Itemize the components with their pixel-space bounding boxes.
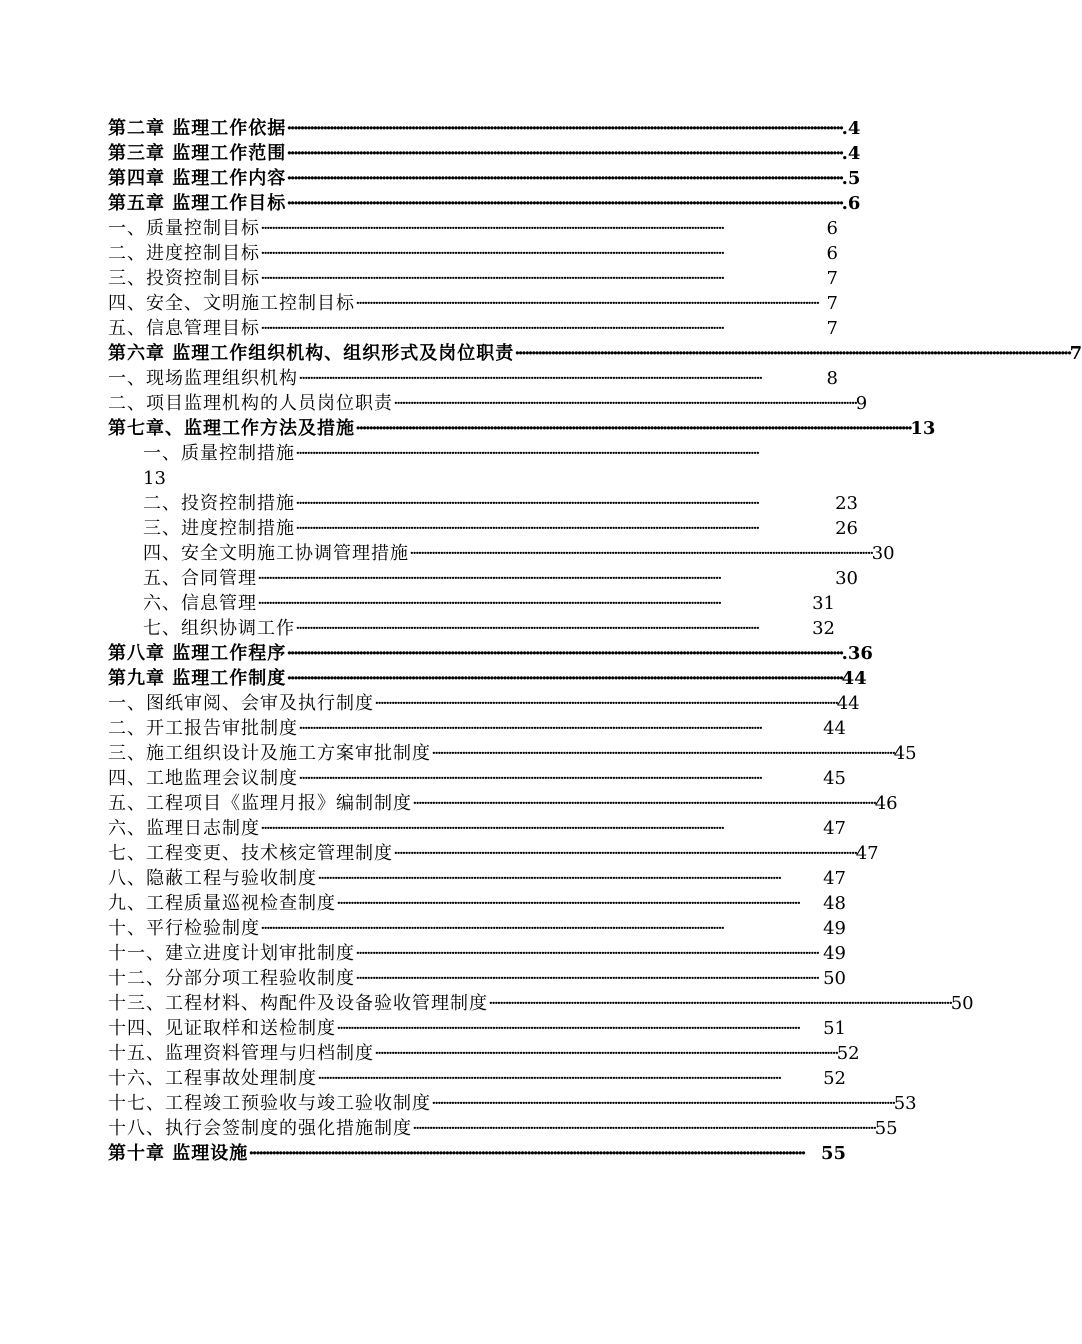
entry-page: .36 <box>841 643 873 664</box>
dot-leader: ·········································································································································································· <box>286 118 842 139</box>
entry-page: .5 <box>841 168 861 189</box>
entry-page: 50 <box>950 993 974 1014</box>
dot-leader: ·········································································································································································· <box>286 643 842 664</box>
toc-entry-section[interactable] <box>108 691 860 716</box>
entry-page: 45 <box>893 743 917 764</box>
entry-title: 一、图纸审阅、会审及执行制度 <box>108 693 374 714</box>
dot-leader: ·········································································································································································· <box>260 218 723 239</box>
entry-page: 52 <box>836 1043 860 1064</box>
entry-title: 十一、建立进度计划审批制度 <box>108 943 355 964</box>
entry-page: 52 <box>823 1068 846 1089</box>
entry-title: 一、现场监理组织机构 <box>108 368 298 389</box>
toc-entry-section[interactable] <box>108 916 846 941</box>
dot-leader: ·········································································································································································· <box>260 243 723 264</box>
entry-title: 三、施工组织设计及施工方案审批制度 <box>108 743 431 764</box>
toc-entry-section[interactable] <box>143 566 858 591</box>
toc-entry-chapter-6[interactable] <box>108 341 1082 366</box>
toc-entry-section[interactable] <box>108 891 846 916</box>
dot-leader: ·········································································································································································· <box>286 143 842 164</box>
entry-page: 13 <box>910 418 936 439</box>
dot-leader: ·········································································································································································· <box>355 293 818 314</box>
entry-page: 51 <box>823 1018 846 1039</box>
toc-entry-section[interactable] <box>108 216 838 241</box>
entry-title: 第二章 监理工作依据 <box>108 118 287 139</box>
entry-page: 30 <box>871 543 895 564</box>
toc-entry-section[interactable] <box>108 241 838 266</box>
entry-page: 44 <box>823 718 846 739</box>
entry-page: 44 <box>841 668 867 689</box>
dot-leader: ·········································································································································································· <box>317 868 780 889</box>
entry-page: 49 <box>823 918 846 939</box>
entry-title: 一、质量控制措施 <box>143 443 295 464</box>
entry-page: 23 <box>835 493 858 514</box>
dot-leader: ·········································································································································································· <box>286 193 842 214</box>
entry-title: 八、隐蔽工程与验收制度 <box>108 868 317 889</box>
entry-title: 四、安全、文明施工控制目标 <box>108 293 355 314</box>
dot-leader: ·········································································································································································· <box>248 1143 804 1164</box>
entry-page: .4 <box>841 118 861 139</box>
toc-entry-section[interactable] <box>143 616 835 641</box>
dot-leader: ·········································································································································································· <box>355 418 911 439</box>
entry-page: 45 <box>823 768 846 789</box>
entry-title: 十七、工程竣工预验收与竣工验收制度 <box>108 1093 431 1114</box>
entry-page: 8 <box>826 368 838 389</box>
dot-leader: ·········································································································································································· <box>298 718 761 739</box>
entry-title: 十二、分部分项工程验收制度 <box>108 968 355 989</box>
toc-entry-section[interactable] <box>108 741 917 766</box>
entry-title: 第八章 监理工作程序 <box>108 643 287 664</box>
toc-entry-section[interactable] <box>108 1091 917 1116</box>
toc-entry-section[interactable] <box>143 441 846 466</box>
toc-entry-chapter-2[interactable] <box>108 116 861 141</box>
toc-entry-chapter-10[interactable] <box>108 1141 846 1166</box>
entry-title: 五、工程项目《监理月报》编制制度 <box>108 793 412 814</box>
dot-leader: ·········································································································································································· <box>355 968 818 989</box>
toc-entry-section[interactable] <box>108 791 898 816</box>
toc-entry-section[interactable] <box>108 716 846 741</box>
dot-leader: ·········································································································································································· <box>295 493 758 514</box>
dot-leader: ·········································································································································································· <box>260 318 723 339</box>
dot-leader: ·········································································································································································· <box>260 818 723 839</box>
entry-page: 7 <box>1069 343 1082 364</box>
entry-page: 7 <box>826 293 838 314</box>
toc-entry-chapter-3[interactable] <box>108 141 861 166</box>
entry-title: 二、投资控制措施 <box>143 493 295 514</box>
entry-page: 7 <box>826 268 838 289</box>
entry-title: 三、投资控制目标 <box>108 268 260 289</box>
entry-title: 十八、执行会签制度的强化措施制度 <box>108 1118 412 1139</box>
toc-entry-section[interactable] <box>108 966 846 991</box>
toc-entry-section[interactable] <box>108 1016 846 1041</box>
entry-page: 31 <box>812 593 835 614</box>
entry-page: 50 <box>823 968 846 989</box>
entry-page: .6 <box>841 193 861 214</box>
toc-entry-section[interactable] <box>108 316 838 341</box>
toc-entry-section[interactable] <box>108 266 838 291</box>
entry-page: 55 <box>820 1143 846 1164</box>
toc-entry-chapter-7[interactable] <box>108 416 936 441</box>
dot-leader: ·········································································································································································· <box>260 268 723 289</box>
toc-entry-section[interactable] <box>108 941 846 966</box>
entry-page: 6 <box>826 243 838 264</box>
toc-entry-chapter-9[interactable] <box>108 666 867 691</box>
toc-entry-section[interactable] <box>108 291 838 316</box>
dot-leader: ·········································································································································································· <box>355 943 818 964</box>
dot-leader: ·········································································································································································· <box>412 1118 875 1139</box>
entry-title: 第七章、监理工作方法及措施 <box>108 418 355 439</box>
entry-title: 二、进度控制目标 <box>108 243 260 264</box>
dot-leader: ·········································································································································································· <box>431 1093 894 1114</box>
dot-leader: ·········································································································································································· <box>260 918 723 939</box>
dot-leader: ·········································································································································································· <box>257 593 720 614</box>
entry-title: 二、项目监理机构的人员岗位职责 <box>108 393 393 414</box>
toc-entry-section[interactable] <box>108 1041 860 1066</box>
entry-title: 十六、工程事故处理制度 <box>108 1068 317 1089</box>
toc-entry-section[interactable] <box>143 516 858 541</box>
entry-title: 四、安全文明施工协调管理措施 <box>143 543 409 564</box>
dot-leader: ·········································································································································································· <box>317 1068 780 1089</box>
dot-leader: ·········································································································································································· <box>412 793 875 814</box>
entry-page: 7 <box>826 318 838 339</box>
toc-entry-section[interactable] <box>143 491 858 516</box>
dot-leader: ·········································································································································································· <box>298 768 761 789</box>
dot-leader: ·········································································································································································· <box>295 618 758 639</box>
entry-title: 第六章 监理工作组织机构、组织形式及岗位职责 <box>108 343 515 364</box>
entry-title: 七、组织协调工作 <box>143 618 295 639</box>
toc-entry-chapter-5[interactable] <box>108 191 861 216</box>
entry-page: 53 <box>893 1093 917 1114</box>
entry-title: 第三章 监理工作范围 <box>108 143 287 164</box>
entry-title: 六、监理日志制度 <box>108 818 260 839</box>
toc-entry-chapter-8[interactable] <box>108 641 873 666</box>
dot-leader: ·········································································································································································· <box>336 893 799 914</box>
toc-entry-section[interactable] <box>108 991 974 1016</box>
toc-entry-section[interactable] <box>108 366 838 391</box>
dot-leader: ·········································································································································································· <box>393 843 856 864</box>
entry-title: 七、工程变更、技术核定管理制度 <box>108 843 393 864</box>
toc-entry-section[interactable] <box>108 1066 846 1091</box>
dot-leader: ·········································································································································································· <box>374 1043 837 1064</box>
entry-title: 三、进度控制措施 <box>143 518 295 539</box>
entry-title: 第十章 监理设施 <box>108 1143 249 1164</box>
entry-page: 55 <box>874 1118 898 1139</box>
entry-page: 46 <box>874 793 898 814</box>
entry-page: 9 <box>855 393 868 414</box>
entry-title: 五、信息管理目标 <box>108 318 260 339</box>
entry-title: 十三、工程材料、构配件及设备验收管理制度 <box>108 993 488 1014</box>
toc-entry-section[interactable] <box>108 391 868 416</box>
entry-page: 30 <box>835 568 858 589</box>
entry-page: 47 <box>823 868 846 889</box>
entry-page: 47 <box>823 818 846 839</box>
toc-entry-section[interactable] <box>108 1116 898 1141</box>
dot-leader: ·········································································································································································· <box>409 543 872 564</box>
dot-leader: ·········································································································································································· <box>431 743 894 764</box>
dot-leader: ·········································································································································································· <box>336 1018 799 1039</box>
toc-entry-chapter-4[interactable] <box>108 166 861 191</box>
toc-entry-section[interactable] <box>108 816 846 841</box>
entry-title: 四、工地监理会议制度 <box>108 768 298 789</box>
dot-leader: ·········································································································································································· <box>298 368 761 389</box>
entry-title: 十五、监理资料管理与归档制度 <box>108 1043 374 1064</box>
wrapped-page-number: 13 <box>143 468 166 489</box>
dot-leader: ·········································································································································································· <box>286 668 842 689</box>
entry-title: 第四章 监理工作内容 <box>108 168 287 189</box>
entry-title: 十四、见证取样和送检制度 <box>108 1018 336 1039</box>
dot-leader: ·········································································································································································· <box>374 693 837 714</box>
dot-leader: ·········································································································································································· <box>286 168 842 189</box>
dot-leader: ·········································································································································································· <box>514 343 1070 364</box>
entry-title: 二、开工报告审批制度 <box>108 718 298 739</box>
entry-page: 26 <box>835 518 858 539</box>
dot-leader: ·········································································································································································· <box>295 518 758 539</box>
dot-leader: ·········································································································································································· <box>393 393 856 414</box>
entry-page: 6 <box>826 218 838 239</box>
dot-leader: ·········································································································································································· <box>488 993 951 1014</box>
entry-title: 九、工程质量巡视检查制度 <box>108 893 336 914</box>
toc-entry-section[interactable] <box>108 766 846 791</box>
entry-page: 49 <box>823 943 846 964</box>
entry-title: 第九章 监理工作制度 <box>108 668 287 689</box>
entry-title: 六、信息管理 <box>143 593 257 614</box>
dot-leader: ·········································································································································································· <box>295 443 758 464</box>
toc-entry-section[interactable] <box>143 541 895 566</box>
toc-entry-section[interactable] <box>143 591 835 616</box>
entry-page: 47 <box>855 843 879 864</box>
dot-leader: ·········································································································································································· <box>257 568 720 589</box>
entry-page: .4 <box>841 143 861 164</box>
toc-entry-section[interactable] <box>108 866 846 891</box>
entry-page: 32 <box>812 618 835 639</box>
entry-title: 十、平行检验制度 <box>108 918 260 939</box>
entry-title: 五、合同管理 <box>143 568 257 589</box>
entry-page: 48 <box>823 893 846 914</box>
entry-page: 44 <box>836 693 860 714</box>
entry-title: 一、质量控制目标 <box>108 218 260 239</box>
entry-title: 第五章 监理工作目标 <box>108 193 287 214</box>
toc-entry-section[interactable] <box>108 841 879 866</box>
